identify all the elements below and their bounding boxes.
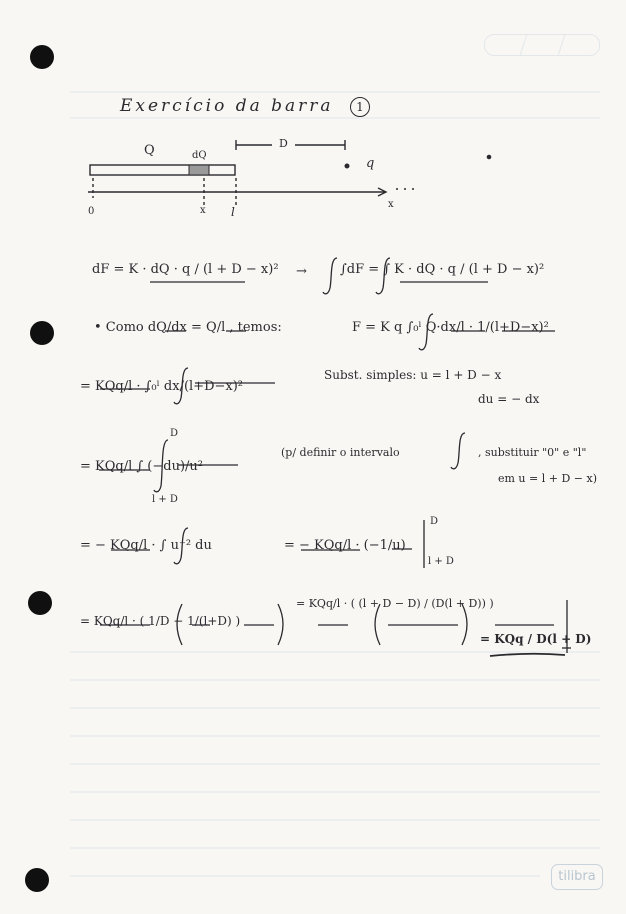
page-title: Exercício da barra 1: [120, 96, 370, 117]
equation-line-2-intro: • Como dQ/dx = Q/l , temos:: [94, 320, 282, 335]
equation-line-2-expr: F = K q ∫₀ˡ Q·dx/l · 1/(l+D−x)²: [352, 320, 549, 335]
substitution-note: Subst. simples: u = l + D − x: [324, 368, 502, 382]
label-x-mark: x: [200, 205, 206, 216]
label-axis-x: x: [388, 199, 394, 210]
label-origin: 0: [88, 206, 95, 217]
label-D: D: [279, 137, 288, 150]
substitution-du: du = − dx: [478, 392, 540, 406]
label-dQ: dQ: [192, 150, 207, 161]
equation-line-5-expr: = − KQq/l · ∫ u⁻² du: [80, 538, 212, 553]
equation-line-6-expr: = KQq/l · ( 1/D − 1/(l+D) ): [80, 614, 241, 628]
equation-line-3-expr: = KQq/l · ∫₀ˡ dx/(l+D−x)²: [80, 379, 244, 394]
final-result: = KQq / D(l + D): [480, 632, 592, 646]
lower-bound: l + D: [152, 494, 178, 505]
equation-line-5-mid: = − KQq/l · (−1/u): [284, 538, 406, 553]
interval-note-3: em u = l + D − x): [498, 472, 597, 485]
upper-bound: D: [170, 428, 179, 439]
equation-line-6-mid: = KQq/l · ( (l + D − D) / (D(l + D)) ): [296, 597, 494, 610]
equation-line-4-expr: = KQq/l ∫ (−du)/u²: [80, 459, 203, 474]
eval-upper: D: [430, 516, 439, 527]
interval-note-2: , substituir "0" e "l": [478, 446, 587, 459]
label-l: l: [231, 205, 235, 219]
binder-hole: [25, 868, 49, 892]
equation-line-1-right: ∫dF = ∫ K · dQ · q / (l + D − x)²: [340, 262, 545, 277]
arrow: →: [296, 264, 307, 279]
binder-hole: [28, 591, 52, 615]
binder-hole: [30, 45, 54, 69]
interval-note: (p/ definir o intervalo: [281, 446, 400, 459]
tilibra-logo: tilibra: [551, 864, 603, 890]
equation-line-1-left: dF = K · dQ · q / (l + D − x)²: [92, 262, 279, 277]
eval-lower: l + D: [428, 556, 454, 567]
label-q: q: [366, 156, 375, 171]
title-number: 1: [350, 97, 370, 117]
binder-hole: [30, 321, 54, 345]
label-Q: Q: [144, 143, 155, 158]
